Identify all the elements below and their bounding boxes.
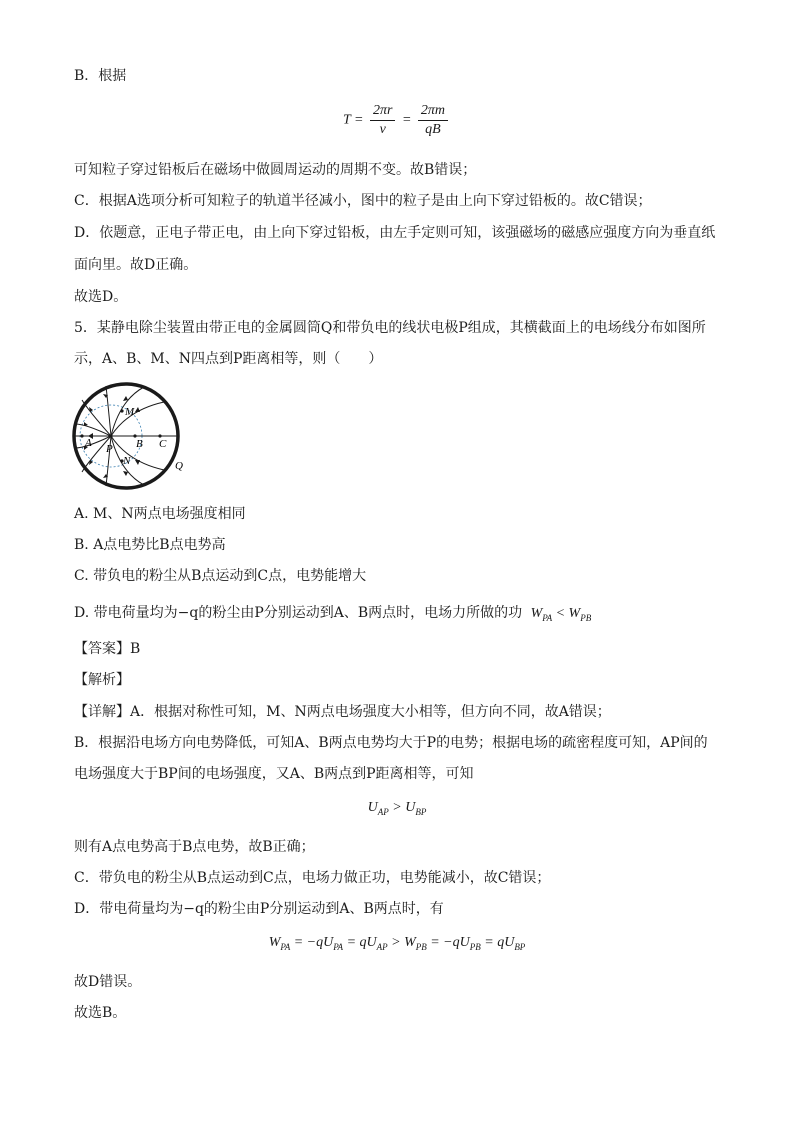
formula-period: T = $\frac{2\pi r}{v}$ = $\frac{2\pi m}{qB}$ <box>0 103 794 143</box>
label-n: N <box>123 455 131 467</box>
line-c-analysis: C．根据A选项分析可知粒子的轨道半径减小，图中的粒子是由上向下穿过铅板的。故C错误； <box>74 193 652 209</box>
detail-c: C．带负电的粉尘从B点运动到C点，电场力做正功，电势能减小，故C错误； <box>74 870 551 886</box>
option-c: C. 带负电的粉尘从B点运动到C点，电势能增大 <box>74 568 367 584</box>
fraction-2pir-v: $\frac{2\pi r}{v}$ <box>370 103 395 138</box>
question-5-stem-cont: 示，A、B、M、N四点到P距离相等，则（ ） <box>74 351 383 367</box>
formula-u-compare: $U_{AP} > U_{BP}$ <box>367 800 427 817</box>
fraction-2pim-qb: $\frac{2\pi m}{qB}$ <box>418 103 448 138</box>
line-period-unchanged: 可知粒子穿过铅板后在磁场中做圆周运动的周期不变。故B错误； <box>74 162 477 178</box>
analysis-heading: 【解析】 <box>74 672 130 688</box>
detail-a: 【详解】A．根据对称性可知，M、N两点电场强度大小相等，但方向不同，故A错误； <box>74 704 611 720</box>
detail-b: B．根据沿电场方向电势降低，可知A、B两点电势均大于P的电势；根据电场的疏密程度可知，AP间的 <box>74 735 708 751</box>
label-a: A <box>85 437 92 449</box>
option-a: A. M、N两点电场强度相同 <box>74 506 246 522</box>
detail-b-cont: 电场强度大于BP间的电场强度，又A、B两点到P距离相等，可知 <box>74 766 474 782</box>
option-d-formula: $W_{PA} < W_{PB}$ <box>530 606 592 623</box>
line-d-analysis: D．依题意，正电子带正电，由上向下穿过铅板，由左手定则可知，该强磁场的磁感应强度方向为垂直纸 <box>74 225 716 241</box>
line-b-intro: B．根据 <box>74 68 127 84</box>
detail-d: D．带电荷量均为−q的粉尘由P分别运动到A、B两点时，有 <box>74 901 444 917</box>
detail-b-conclusion: 则有A点电势高于B点电势，故B正确； <box>74 839 315 855</box>
option-b: B. A点电势比B点电势高 <box>74 537 226 553</box>
detail-d-conclusion: 故D错误。 <box>74 974 142 990</box>
answer: 【答案】B <box>74 641 141 657</box>
electric-field-figure <box>68 380 198 495</box>
label-c: C <box>159 438 167 450</box>
line-d-analysis-cont: 面向里。故D正确。 <box>74 257 198 273</box>
choose-b: 故选B。 <box>74 1005 127 1021</box>
formula-work-chain: $W_{PA} = -qU_{PA} = qU_{AP} > W_{PB} = -qU_{PB} = qU_{BP}$ <box>268 935 526 952</box>
label-b: B <box>136 438 143 450</box>
label-q: Q <box>175 460 183 472</box>
question-5-stem: 5．某静电除尘装置由带正电的金属圆筒Q和带负电的线状电极P组成，其横截面上的电场线分布如图所 <box>74 320 706 336</box>
line-choose-d: 故选D。 <box>74 289 128 305</box>
label-m: M <box>125 406 135 418</box>
option-d: D. 带电荷量均为−q的粉尘由P分别运动到A、B两点时，电场力所做的功 $W_{PA} < W_{PB}$ <box>74 605 592 623</box>
formula-period-t: T = <box>342 112 364 128</box>
label-p: P <box>106 443 113 455</box>
